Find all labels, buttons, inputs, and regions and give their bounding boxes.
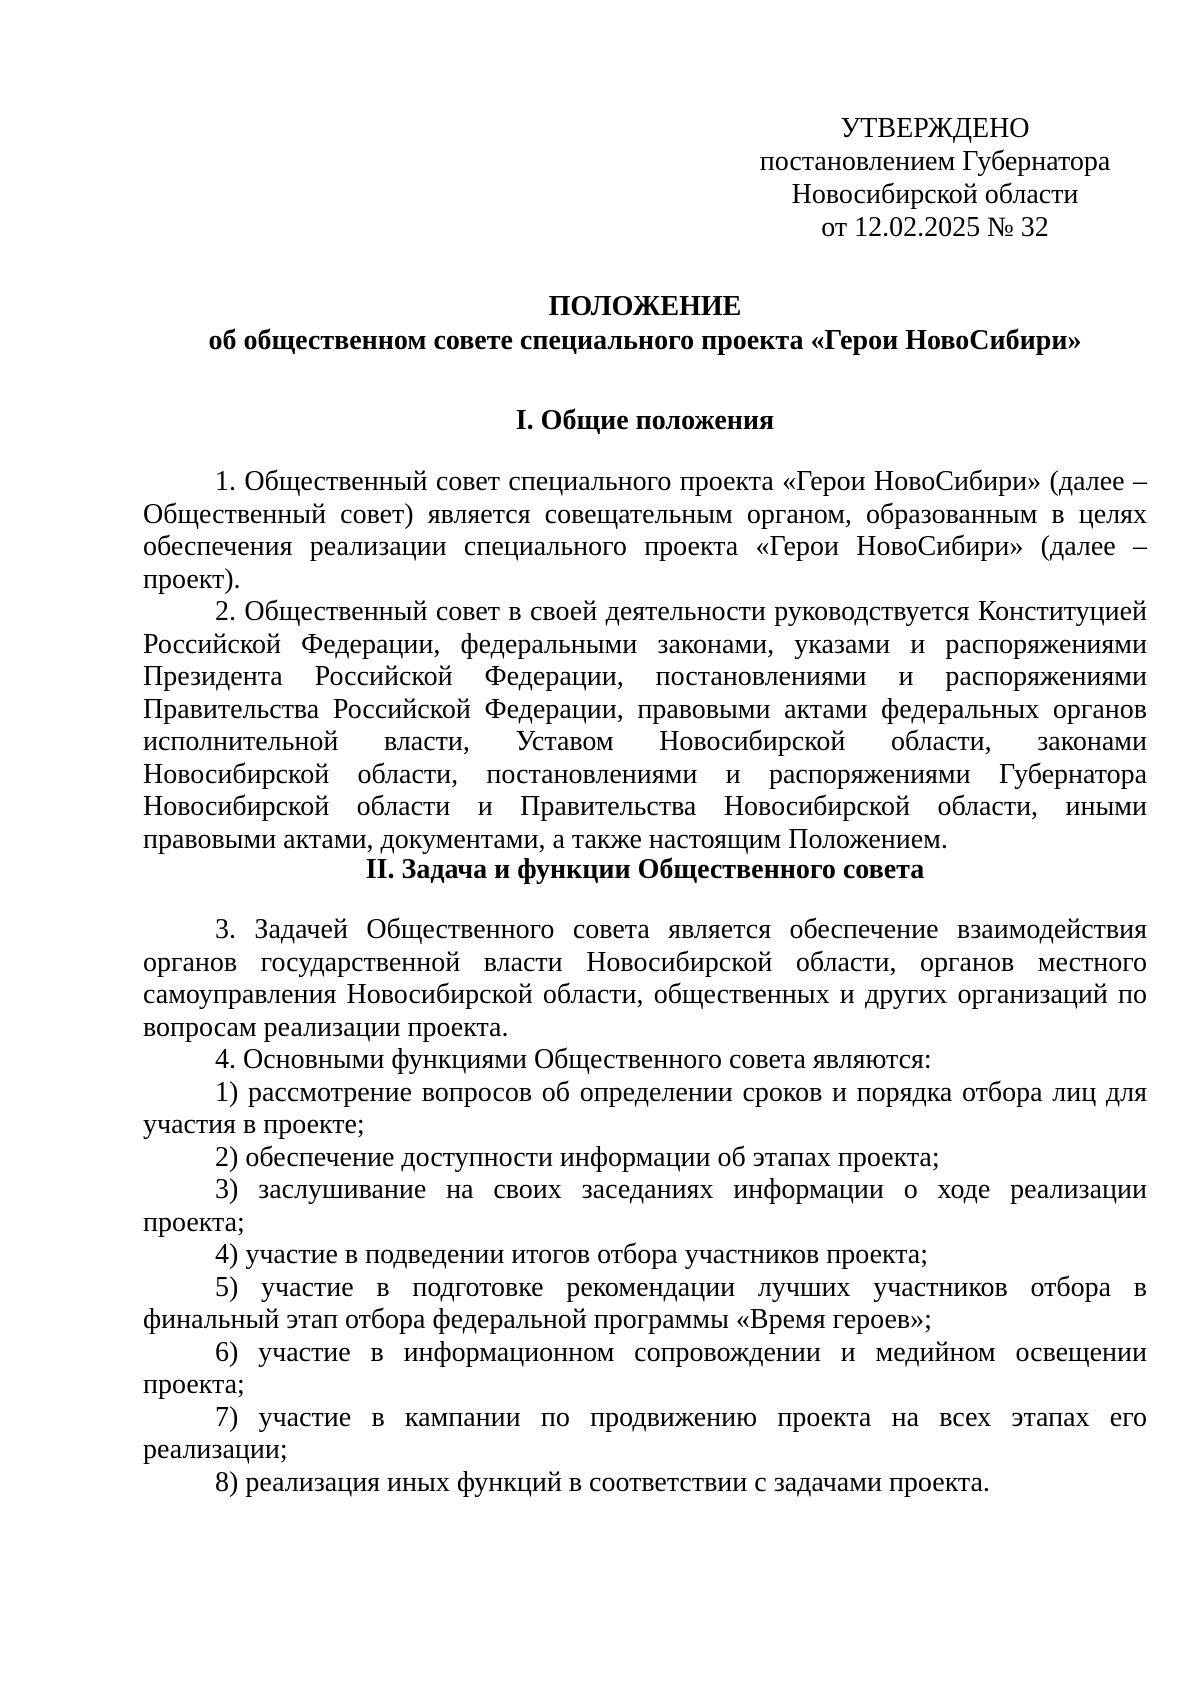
function-item-2: 2) обеспечение доступности информации об этапах проекта; xyxy=(215,1141,940,1173)
title-subtitle: об общественном совете специального проекта «Герои НовоСибири» xyxy=(208,325,1082,356)
title-main: ПОЛОЖЕНИЕ xyxy=(548,291,742,322)
function-item-4: 4) участие в подведении итогов отбора участников проекта; xyxy=(215,1239,929,1270)
function-item-1: 1) рассмотрение вопросов об определении сроков и порядка отбора лиц для участия в проекте; xyxy=(143,1076,1147,1140)
approval-line: Новосибирской области xyxy=(791,179,1079,210)
paragraph-2: 2. Общественный совет в своей деятельности руководствуется Конституцией Российской Федерации, федеральными законами, указами и распоряжениями Президента Российской Федерации, постановлениями и распоряжениями Правительства Российской Федерации, правовыми актами федеральных органов исполнительной власти, Уставом Новосибирской области, законами Новосибирской области, постановлениями и распоряжениями Губернатора Новосибирской области и Правительства Новосибирской области, иными правовыми актами, документами, а также настоящим Положением. xyxy=(143,596,1147,855)
function-item-5: 5) участие в подготовке рекомендации лучших участников отбора в финальный этап отбора федеральной программы «Время героев»; xyxy=(143,1271,1147,1335)
approval-line: постановлением Губернатора xyxy=(759,146,1111,177)
section-1-body xyxy=(143,466,1147,856)
section-heading-1: I. Общие положения xyxy=(515,405,775,436)
paragraph-3: 3. Задачей Общественного совета является обеспечение взаимодействия органов государственной власти Новосибирской области, органов местного самоуправления Новосибирской области, общественных и других организаций по вопросам реализации проекта. xyxy=(143,914,1147,1043)
function-item-6: 6) участие в информационном сопровождении и медийном освещении проекта; xyxy=(143,1336,1147,1400)
function-item-7: 7) участие в кампании по продвижению проекта на всех этапах его реализации; xyxy=(143,1401,1147,1465)
approval-heading: УТВЕРЖДЕНО xyxy=(840,113,1030,144)
document-title xyxy=(140,290,1150,358)
paragraph-4: 4. Основными функциями Общественного совета являются: xyxy=(215,1044,932,1075)
section-2-body xyxy=(143,914,1147,1499)
paragraph-1: 1. Общественный совет специального проекта «Герои НовоСибири» (далее – Общественный совет) является совещательным органом, образованным в целях обеспечения реализации специального проекта «Герои НовоСибири» (далее – проект). xyxy=(143,466,1147,595)
function-item-8: 8) реализация иных функций в соответствии с задачами проекта. xyxy=(215,1466,990,1498)
approval-date-number: от 12.02.2025 № 32 xyxy=(821,212,1049,243)
approval-stamp xyxy=(740,112,1130,244)
function-item-3: 3) заслушивание на своих заседаниях информации о ходе реализации проекта; xyxy=(143,1174,1147,1238)
section-heading-2: II. Задача и функции Общественного совета xyxy=(365,854,925,885)
